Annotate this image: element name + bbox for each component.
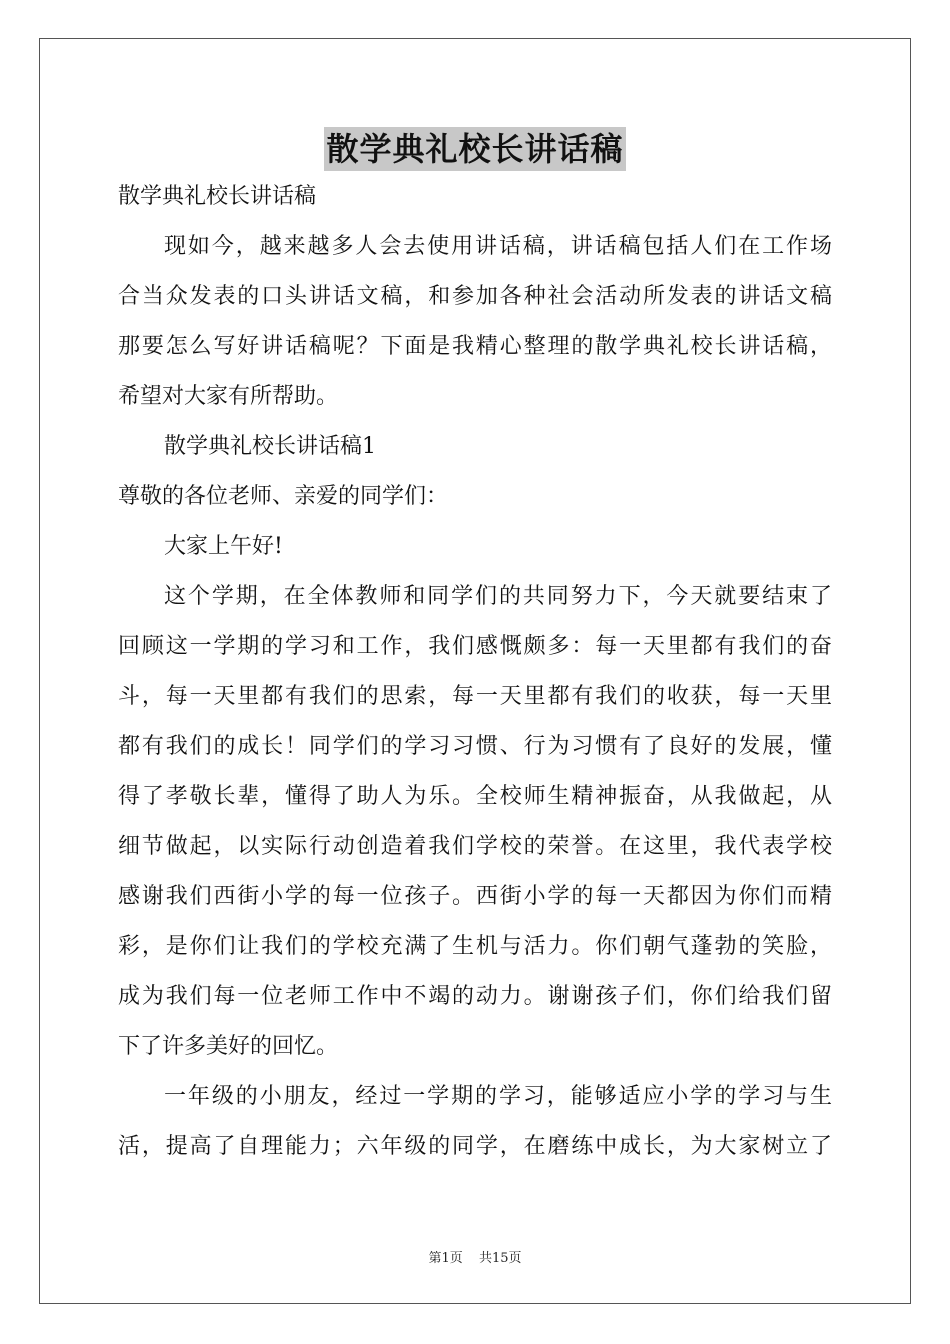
body-line: 下了许多美好的回忆。 <box>118 1034 339 1059</box>
body-line: 回顾这一学期的学习和工作，我们感慨颇多：每一天里都有我们的奋 <box>118 634 832 659</box>
body-line: 希望对大家有所帮助。 <box>118 384 339 409</box>
document-title: 散学典礼校长讲话稿 <box>324 127 625 171</box>
body-line: 活，提高了自理能力；六年级的同学，在磨练中成长，为大家树立了 <box>118 1134 832 1159</box>
body-line: 现如今，越来越多人会去使用讲话稿，讲话稿包括人们在工作场 <box>164 234 832 259</box>
body-line: 成为我们每一位老师工作中不竭的动力。谢谢孩子们，你们给我们留 <box>118 984 832 1009</box>
body-line: 细节做起，以实际行动创造着我们学校的荣誉。在这里，我代表学校 <box>118 834 832 859</box>
body-line: 尊敬的各位老师、亲爱的同学们： <box>118 484 449 509</box>
body-line: 那要怎么写好讲话稿呢？下面是我精心整理的散学典礼校长讲话稿， <box>118 334 832 359</box>
page-total: 共15页 <box>478 1251 522 1266</box>
title-container <box>0 127 950 171</box>
body-line: 大家上午好! <box>164 534 283 559</box>
body-line: 这个学期，在全体教师和同学们的共同努力下，今天就要结束了 <box>164 584 832 609</box>
page-number: 第1页 <box>428 1251 463 1266</box>
body-line: 斗，每一天里都有我们的思索，每一天里都有我们的收获，每一天里 <box>118 684 832 709</box>
body-line: 合当众发表的口头讲话文稿，和参加各种社会活动所发表的讲话文稿 <box>118 284 832 309</box>
body-line: 感谢我们西街小学的每一位孩子。西街小学的每一天都因为你们而精 <box>118 884 832 909</box>
body-line: 一年级的小朋友，经过一学期的学习，能够适应小学的学习与生 <box>164 1084 832 1109</box>
document-body <box>118 172 832 1172</box>
body-line: 彩，是你们让我们的学校充满了生机与活力。你们朝气蓬勃的笑脸， <box>118 934 832 959</box>
body-line: 得了孝敬长辈，懂得了助人为乐。全校师生精神振奋，从我做起，从 <box>118 784 832 809</box>
page-footer <box>0 1247 950 1266</box>
body-line: 散学典礼校长讲话稿1 <box>164 434 376 459</box>
body-line: 都有我们的成长！同学们的学习习惯、行为习惯有了良好的发展，懂 <box>118 734 832 759</box>
body-line: 散学典礼校长讲话稿 <box>118 184 317 209</box>
